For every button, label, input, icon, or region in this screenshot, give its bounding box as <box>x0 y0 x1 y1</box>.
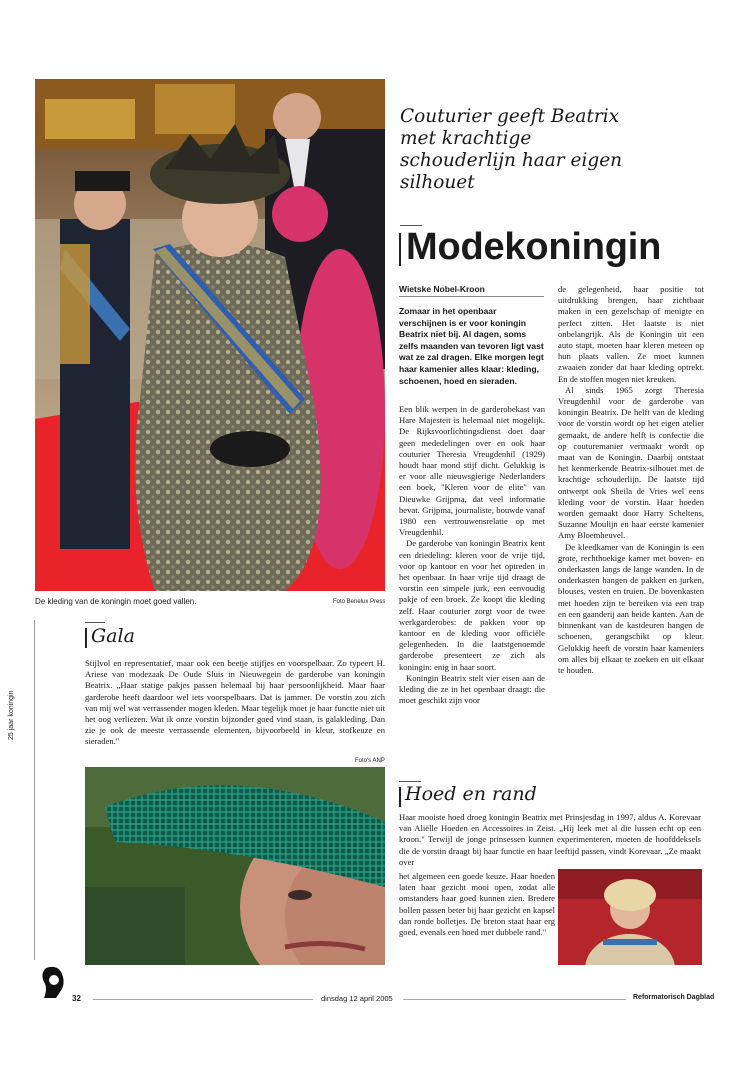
hoed-rule <box>399 781 421 782</box>
gala-title: Gala <box>91 625 135 647</box>
queen-procession-illustration <box>35 79 385 591</box>
hoed-rest: het algemeen een goede keuze. Haar hoeden laten haar gezicht mooi open, zodat alle omstanders haar goed kunnen zien. Bredere bollen passen beter bij haar gezicht en kapsel dan ronde bolletjes. De breton staat haar erg goed, evenals een hoed met dubbele rand." <box>399 871 555 938</box>
hoed-title: Hoed en rand <box>405 783 537 805</box>
queen-hat-closeup <box>85 767 385 965</box>
portrait-photo <box>558 869 702 965</box>
paragraph: De garderobe van koningin Beatrix kent een driedeling: kleren voor de vrije tijd, voor op kantoor en voor het optreden in het openbaar. In haar vrije tijd draagt de vorstin een simpele jurk, een eenvoudig pakje of een broek. Ze koopt die kleding zelf. Haar couturier zorgt voor de twee werkgarderobes: de pakken voor op kantoor en de kleding voor officiële gelegenheden. In die laatstgenoemde garderobe presenteert ze zich als koningin: enig in haar soort. <box>399 538 545 672</box>
main-photo-caption: De kleding van de koningin moet goed vallen. <box>35 597 197 606</box>
body-column-2 <box>558 284 704 676</box>
footer-logo <box>36 964 70 1000</box>
footer-paper-name: Reformatorisch Dagblad <box>633 994 715 1001</box>
photo-credit-anp: Foto's ANP <box>355 758 385 764</box>
page-number: 32 <box>72 994 81 1003</box>
headline-kicker: Couturier geeft Beatrix met krachtige schouderlijn haar eigen silhouet <box>400 106 623 193</box>
side-section-label: 25 jaar koningin <box>8 690 15 740</box>
gala-rule <box>85 622 105 623</box>
body-column-1 <box>399 404 545 706</box>
hoed-intro: Haar mooiste hoed droeg koningin Beatrix met Prinsjesdag in 1997, aldus A. Korevaar van Aliëlle Hoeden en Accessoires in Zeist. „Hij leek met al die lussen echt op een kroon." Terwijl de jonge prinsessen kunnen experimenteren, moeten de hoofddeksels die de vorstin draagt bij haar functie en haar leeftijd passen, vindt Korevaar. „Ze maakt over <box>399 812 701 867</box>
lead-paragraph: Zomaar in het openbaar verschijnen is er voor koningin Beatrix niet bij. Al dagen, soms zelfs maanden van tevoren ligt vast wat ze zal dragen. Elke morgen legt haar kamenier alles klaar: kleding, schoenen, hoed en sieraden. <box>399 306 544 386</box>
byline: Wietske Nobel-Kroon <box>399 284 485 294</box>
footer-rule-left <box>93 999 313 1000</box>
gala-bar <box>85 628 87 648</box>
gala-text: Stijlvol en representatief, maar ook een beetje stijfjes en voorspelbaar. Zo typeert H. Ariese van modezaak De Oude Sluis in Nieuwegein de garderobe van koningin Beatrix. „Haar statige pakjes passen helemaal bij haar persoonlijkheid. Maar haar garderobe heeft daardoor wel iets voorspelbaars. Dat is jammer. De vorstin zou zich van mij wel wat verrassender mogen kleden. Maar tegelijk moet je haar functie niet uit het oog verliezen. Wat ik onze vorstin bijzonder goed vind staan, is galakleding. Dan zie je ook de meeste verrassende elementen, bijvoorbeeld in kleur, stofkeuze en sieraden." <box>85 658 385 747</box>
byline-rule <box>399 296 544 297</box>
hoed-bar <box>399 787 401 807</box>
headline-bar <box>399 233 401 266</box>
silhouette-icon <box>36 964 70 1000</box>
paragraph: Een blik werpen in de garderobekast van Hare Majesteit is helemaal niet mogelijk. De Rijksvoorlichtingsdienst doet daar geen mededelingen over en ook haar couturier Theresia Vreugdenhil (1929) houdt haar mond stijf dicht. Gelukkig is er voor alle nieuwsgierige Nederlanders een boek, "Kleren voor de elite" van Dieuwke Grijpma, dat veel informatie bevat. Grijpma, journaliste, bouwde vanaf 1980 een vertrouwensrelatie op met Vreugdenhil. <box>399 404 545 538</box>
footer-date: dinsdag 12 april 2005 <box>321 994 393 1003</box>
main-photo <box>35 79 385 591</box>
footer-rule-right <box>403 999 626 1000</box>
main-photo-credit: Foto Benelux Press <box>333 599 386 605</box>
paragraph: de gelegenheid, haar positie tot uitdrukking brengen, haar zichtbaar maken in een gezelschap of menigte en perfect zitten. Het laatste is niet onbelangrijk. Als de Koningin uit een auto stapt, moeten haar kleren meteen op hun plaats vallen. Ze moet kunnen zwaaien zonder dat haar kleding optrekt. En de stoffen mogen niet kreuken. <box>558 284 704 384</box>
paragraph: De kleedkamer van de Koningin is een grote, rechthoekige kamer met boven- en onderkasten langs de lange wanden. In de onderkasten hangen de pakken en jurken, blouses, vesten en truien. De bovenkasten met hoeden zijn te bereiken via een trap en een gaanderij aan beide kanten. Aan de binnenkant van de kastdeuren hangen de schoenen, gerangschikt op kleur. Gelukkig heeft de vorstin haar kameniers om alles bij elkaar te zoeken en uit elkaar te houden. <box>558 541 704 675</box>
headline-title: Modekoningin <box>406 226 662 268</box>
queen-portrait <box>558 869 702 965</box>
side-rule <box>34 620 35 960</box>
hat-photo <box>85 767 385 965</box>
paragraph: Al sinds 1965 zorgt Theresia Vreugdenhil voor de garderobe van koningin Beatrix. De helft van de kleding voor de vorstin wordt op het eigen atelier gemaakt, de andere helft is confectie die op couturemanier vermaakt wordt op maat van de Koningin. Daarbij ontstaat het kenmerkende Beatrix-silhouet met de krachtige schouderlijn. De laatste tijd ontwerpt ook Sheila de Vries wel eens kleding voor de vorstin. Haar hoeden worden gemaakt door Harry Scheltens, Suzanne Moulijn en haar eerste kamenier Amy Bloemheuvel. <box>558 384 704 541</box>
paragraph: Koningin Beatrix stelt vier eisen aan de kleding die ze in het openbaar draagt: die moet geschikt zijn voor <box>399 672 545 706</box>
